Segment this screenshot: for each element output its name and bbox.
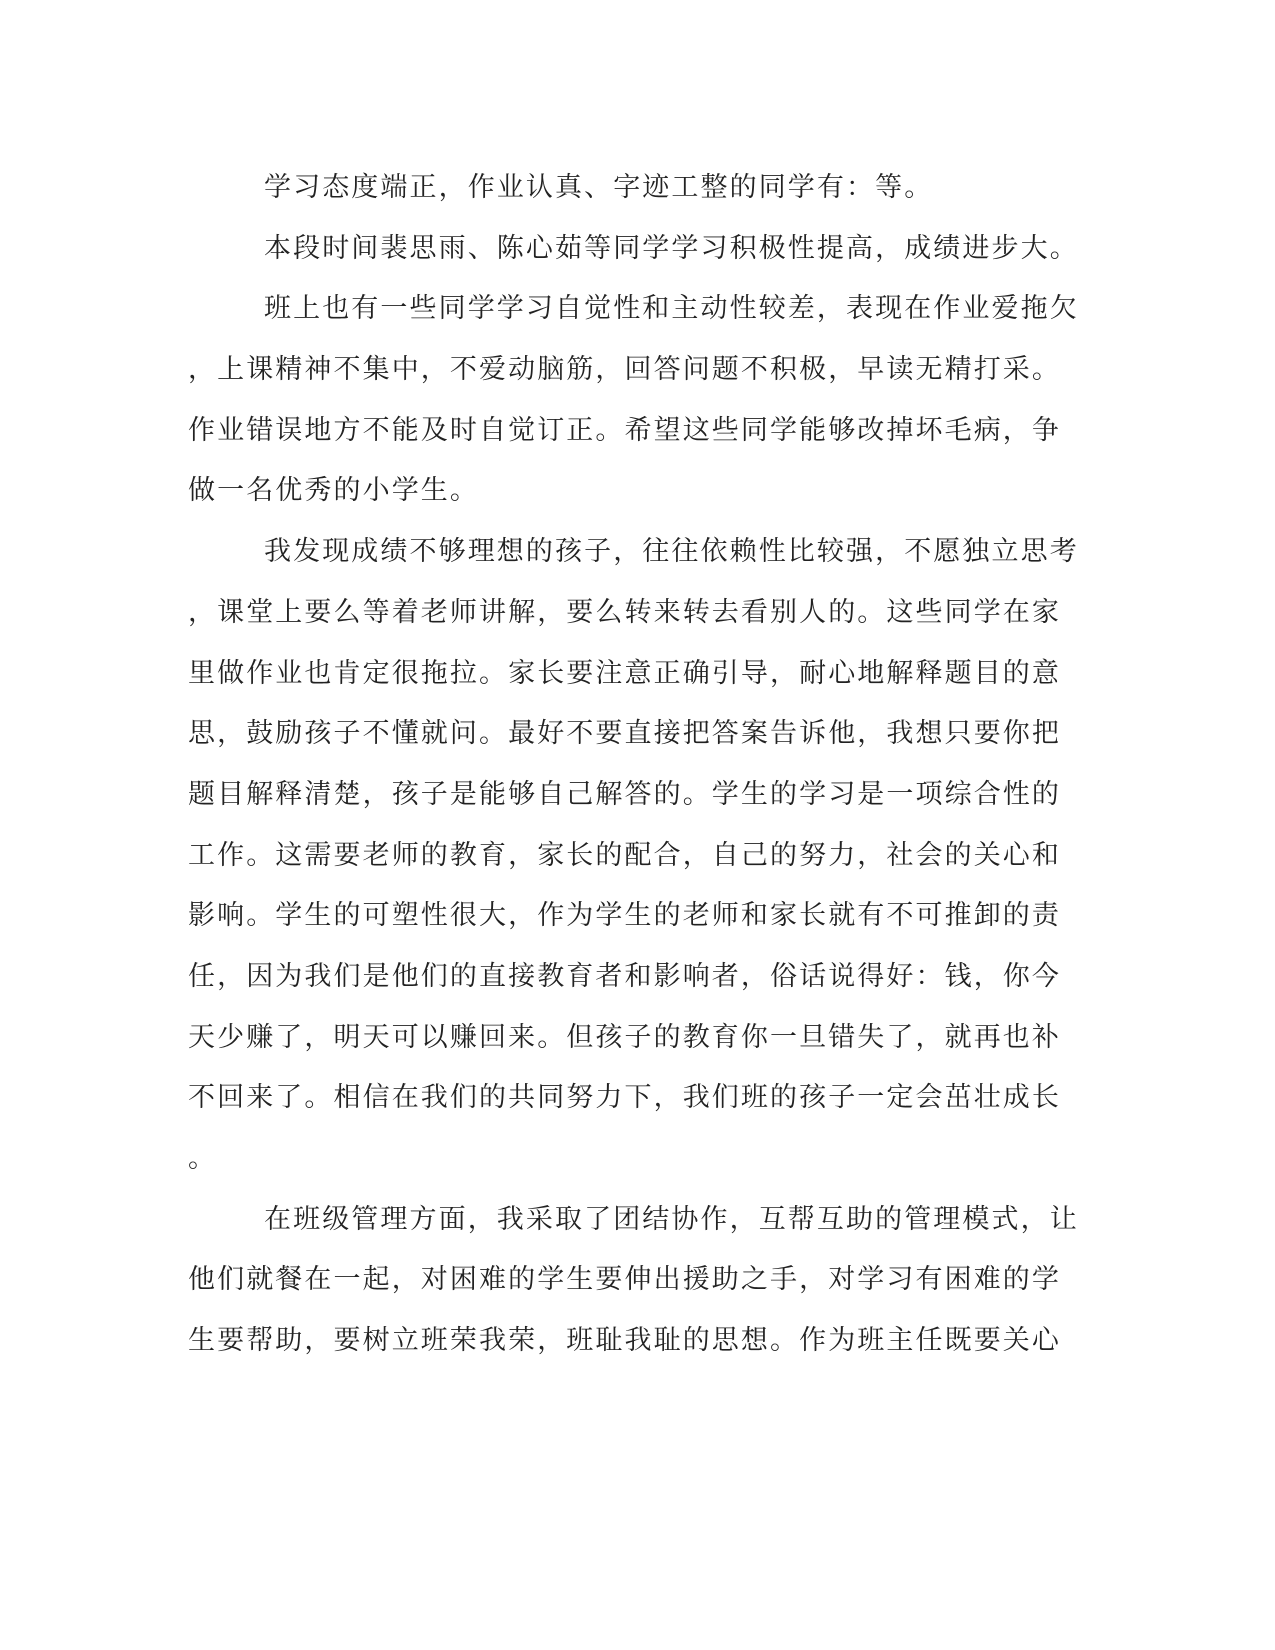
text-line: 任，因为我们是他们的直接教育者和影响者，俗话说得好：钱，你今 [188, 960, 1061, 992]
text-line: 影响。学生的可塑性很大，作为学生的老师和家长就有不可推卸的责 [188, 900, 1061, 932]
text-line: 本段时间裴思雨、陈心茹等同学学习积极性提高，成绩进步大。 [264, 232, 1079, 264]
text-line: ，课堂上要么等着老师讲解，要么转来转去看别人的。这些同学在家 [188, 596, 1061, 628]
text-line: 他们就餐在一起，对困难的学生要伸出援助之手，对学习有困难的学 [188, 1264, 1061, 1296]
text-line: 。 [188, 1143, 218, 1174]
text-line: 生要帮助，要树立班荣我荣，班耻我耻的思想。作为班主任既要关心 [188, 1325, 1061, 1357]
document-body [188, 158, 1079, 1372]
text-line: 学习态度端正，作业认真、字迹工整的同学有：等。 [264, 172, 934, 203]
text-line: 作业错误地方不能及时自觉订正。希望这些同学能够改掉坏毛病，争 [188, 414, 1061, 446]
text-line: 不回来了。相信在我们的共同努力下，我们班的孩子一定会茁壮成长 [188, 1082, 1061, 1114]
text-line: 我发现成绩不够理想的孩子，往往依赖性比较强，不愿独立思考 [264, 536, 1079, 568]
text-line: 题目解释清楚，孩子是能够自己解答的。学生的学习是一项综合性的 [188, 778, 1061, 810]
text-line: 思，鼓励孩子不懂就问。最好不要直接把答案告诉他，我想只要你把 [188, 718, 1061, 750]
text-line: 天少赚了，明天可以赚回来。但孩子的教育你一旦错失了，就再也补 [188, 1021, 1061, 1053]
text-line: 工作。这需要老师的教育，家长的配合，自己的努力，社会的关心和 [188, 839, 1061, 871]
text-line: 做一名优秀的小学生。 [188, 475, 479, 507]
text-line: 班上也有一些同学学习自觉性和主动性较差，表现在作业爱拖欠 [264, 293, 1079, 325]
text-line: 在班级管理方面，我采取了团结协作，互帮互助的管理模式，让 [264, 1203, 1079, 1235]
text-line: ，上课精神不集中，不爱动脑筋，回答问题不积极，早读无精打采。 [188, 354, 1061, 386]
text-line: 里做作业也肯定很拖拉。家长要注意正确引导，耐心地解释题目的意 [188, 657, 1061, 689]
